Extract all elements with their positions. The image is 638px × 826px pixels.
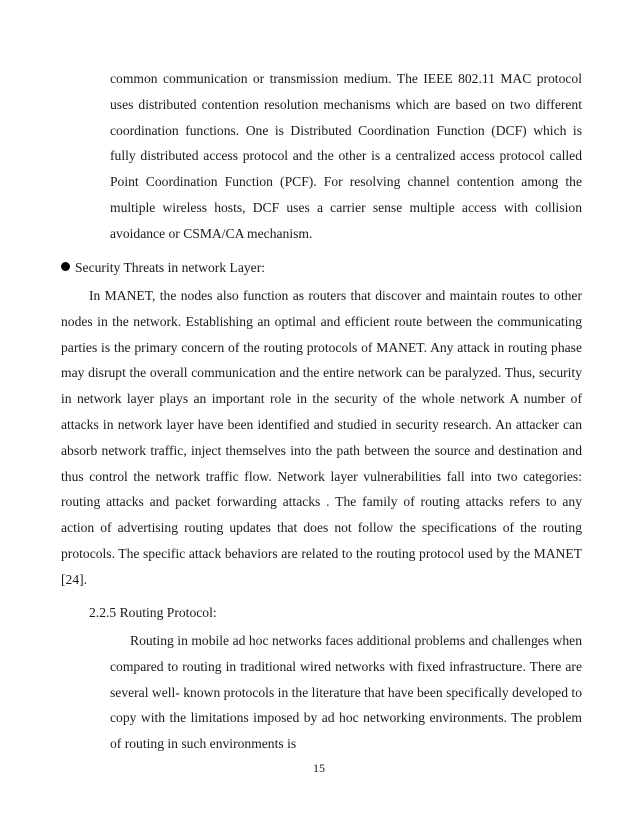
continued-paragraph: common communication or transmission medium. The IEEE 802.11 MAC protocol uses distributed contention resolution mechanisms which are based on two different coordination functions. One is Distributed Coordination Function (DCF) which is fully distributed access protocol and the other is a centralized access protocol called Point Coordination Function (PCF). For resolving channel contention among the multiple wireless hosts, DCF uses a carrier sense multiple access with collision avoidance or CSMA/CA mechanism. <box>110 71 582 241</box>
routing-paragraph: Routing in mobile ad hoc networks faces additional problems and challenges when compared to routing in traditional wired networks with fixed infrastructure. There are several well- known protocols in the literature that have been specifically developed to copy with the limitations imposed by ad hoc networking environments. The problem of routing in such environments is <box>110 633 582 752</box>
network-layer-paragraph: In MANET, the nodes also function as routers that discover and maintain routes to other nodes in the network. Establishing an optimal and efficient route between the communicating parties is the primary concern of the routing protocols of MANET. Any attack in routing phase may disrupt the overall communication and the entire network can be paralyzed. Thus, security in network layer plays an important role in the security of the whole network A number of attacks in network layer have been identified and studied in security research. An attacker can absorb network traffic, inject themselves into the path between the source and destination and thus control the network traffic flow. Network layer vulnerabilities fall into two categories: routing attacks and packet forwarding attacks . The family of routing attacks refers to any action of advertising routing updates that does not follow the specifications of the routing protocols. The specific attack behaviors are related to the routing protocol used by the MANET [24]. <box>61 288 582 587</box>
bullet-heading <box>61 255 265 281</box>
section-heading: 2.2.5 Routing Protocol: <box>89 605 217 620</box>
page-number: 15 <box>313 761 325 775</box>
bullet-heading-text: Security Threats in network Layer: <box>75 260 266 275</box>
bullet-icon <box>61 262 70 271</box>
